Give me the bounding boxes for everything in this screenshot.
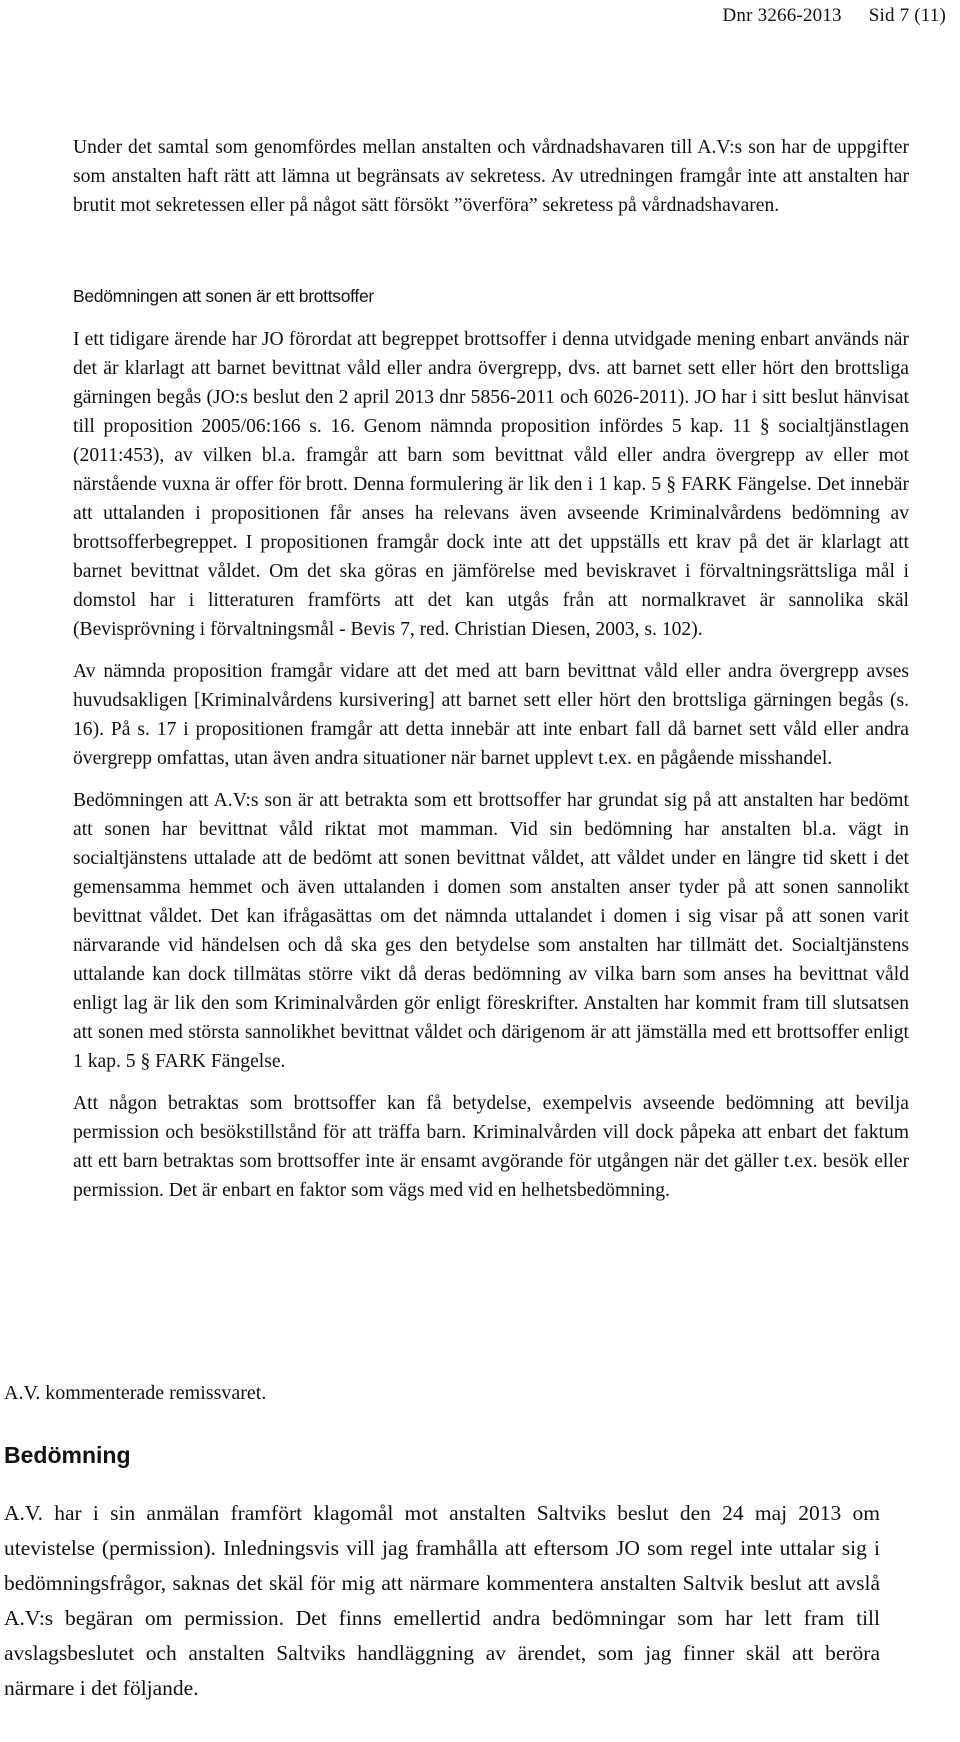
body-paragraph: A.V. har i sin anmälan framfört klagomål mot anstalten Saltviks beslut den 24 maj 2013 om utevistelse (permission). Inledningsvis vill jag framhålla att eftersom JO som regel inte uttalar sig i bedömningsfrågor, saknas det skäl för mig att närmare kommentera anstalten Saltvik beslut att avslå A.V:s begäran om permission. Det finns emellertid andra bedömningar som har lett fram till avslagsbeslutet och anstalten Saltviks handläggning av ärendet, som jag finner skäl att beröra närmare i det följande. (4, 1501, 880, 1700)
quoted-reply-intro (73, 133, 909, 233)
quote-paragraph: Av nämnda proposition framgår vidare att det med att barn bevittnat våld eller andra övergrepp avses huvudsakligen [Kriminalvårdens kursivering] att barnet sett eller hört den brottsliga gärningen begås (s. 16). På s. 17 i propositionen framgår att detta innebär att inte enbart fall då barnet sett våld eller andra övergrepp omfattas, utan även andra situationer när barnet upplevt t.ex. en pågående misshandel. (73, 661, 909, 769)
section-body (4, 1496, 880, 1706)
quote-subheading: Bedömningen att sonen är ett brottsoffer (73, 286, 374, 306)
quoted-reply-body (73, 325, 909, 1218)
page-number: Sid 7 (11) (868, 5, 946, 26)
page-header (723, 5, 946, 27)
quote-paragraph: I ett tidigare ärende har JO förordat att begreppet brottsoffer i denna utvidgade mening enbart används när det är klarlagt att barnet bevittnat våld eller andra övergrepp, dvs. att barnet sett eller hört den brottsliga gärningen begås (JO:s beslut den 2 april 2013 dnr 5856-2011 och 6026-2011). JO har i sitt beslut hänvisat till proposition 2005/06:166 s. 16. Genom nämnda proposition infördes 5 kap. 11 § socialtjänstlagen (2011:453), av vilken bl.a. framgår att barn som bevittnat våld eller andra övergrepp av eller mot närstående vuxna är offer för brott. Denna formulering är lik den i 1 kap. 5 § FARK Fängelse. Det innebär att uttalanden i propositionen får anses ha relevans även avseende Kriminalvårdens bedömning av brottsofferbegreppet. I propositionen framgår dock inte att det uppställs ett krav på det är klarlagt att barnet bevittnat våldet. Om det ska göras en jämförelse med beviskravet i förvaltningsrättsliga mål i domstol har i litteraturen framförts att det kan utgås från att normalkravet är sannolika skäl (Bevisprövning i förvaltningsmål - Bevis 7, red. Christian Diesen, 2003, s. 102). (73, 329, 909, 640)
comment-note: A.V. kommenterade remissvaret. (4, 1382, 267, 1404)
intro-paragraph: Under det samtal som genomfördes mellan anstalten och vårdnadshavaren till A.V:s son har de uppgifter som anstalten haft rätt att lämna ut begränsats av sekretess. Av utredningen framgår inte att anstalten har brutit mot sekretessen eller på något sätt försökt ”överföra” sekretess på vårdnadshavaren. (73, 137, 909, 216)
section-heading: Bedömning (4, 1442, 131, 1468)
case-number: Dnr 3266-2013 (722, 5, 842, 26)
quote-paragraph: Bedömningen att A.V:s son är att betrakta som ett brottsoffer har grundat sig på att anstalten har bedömt att sonen har bevittnat våld riktat mot mamman. Vid sin bedömning har anstalten bl.a. vägt in socialtjänstens uttalade att de bedömt att sonen bevittnat våldet, att våldet under en längre tid skett i det gemensamma hemmet och även uttalanden i domen som anstalten anser tyder på att sonen sannolikt bevittnat våldet. Det kan ifrågasättas om det nämnda uttalandet i domen i sig visar på att sonen varit närvarande vid händelsen och då ska ges den betydelse som anstalten har tillmätt det. Socialtjänstens uttalande kan dock tillmätas större vikt då deras bedömning av vilka barn som anses ha bevittnat våld enligt lag är lik den som Kriminalvården gör enligt föreskrifter. Anstalten har kommit fram till slutsatsen att sonen med största sannolikhet bevittnat våldet och därigenom är att jämställa med ett brottsoffer enligt 1 kap. 5 § FARK Fängelse. (73, 790, 909, 1072)
quote-paragraph: Att någon betraktas som brottsoffer kan få betydelse, exempelvis avseende bedömning att bevilja permission och besökstillstånd för att träffa barn. Kriminalvården vill dock påpeka att enbart det faktum att ett barn betraktas som brottsoffer inte är ensamt avgörande för utgången när det gäller t.ex. besök eller permission. Det är enbart en faktor som vägs med vid en helhetsbedömning. (73, 1093, 909, 1201)
